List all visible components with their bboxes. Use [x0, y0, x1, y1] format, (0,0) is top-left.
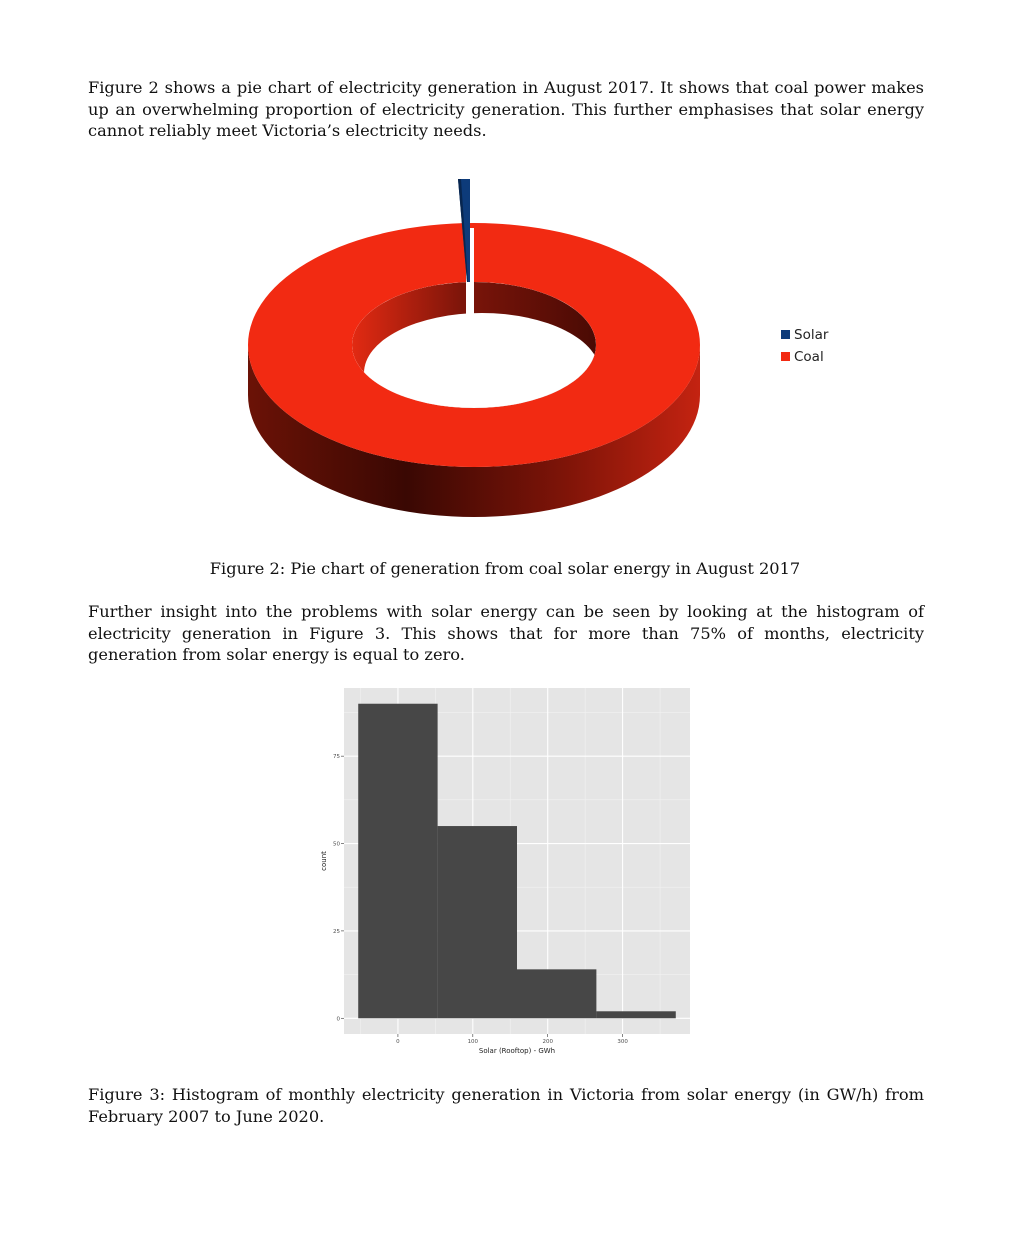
histogram-bar-1	[438, 826, 517, 1018]
legend-label-coal: Coal	[794, 349, 824, 365]
paragraph-figure3-intro: Further insight into the problems with solar energy can be seen by looking at the histogram of electricity generation in Figure 3. This shows that for more than 75% of months, electricity generation from solar energy is equal to zero.	[88, 602, 924, 664]
pie-legend	[781, 327, 829, 365]
figure2-donut-chart	[230, 170, 850, 530]
x-tick-label: 0	[396, 1039, 400, 1045]
legend-swatch-coal	[781, 352, 790, 361]
figure3-histogram	[310, 683, 700, 1063]
y-tick-label: 0	[336, 1016, 340, 1023]
legend-label-solar: Solar	[794, 327, 829, 343]
y-tick-label: 75	[333, 754, 340, 761]
y-tick-label: 50	[333, 841, 340, 848]
histogram-x-ticks	[396, 1034, 628, 1045]
paragraph-figure2-intro: Figure 2 shows a pie chart of electricity generation in August 2017. It shows that coal power makes up an overwhelming proportion of electricity generation. This further emphasises that solar energy cannot reliably meet Victoria’s electricity needs.	[88, 78, 924, 140]
histogram-bar-3	[596, 1011, 675, 1018]
histogram-x-axis-label: Solar (Rooftop) - GWh	[478, 1047, 556, 1055]
legend-swatch-solar	[781, 330, 790, 339]
histogram-y-ticks	[333, 754, 344, 1022]
figure3-caption: Figure 3: Histogram of monthly electricity generation in Victoria from solar energy (in GW/h) from February 2007 to June 2020.	[88, 1085, 924, 1126]
x-tick-label: 200	[542, 1039, 553, 1045]
histogram-bar-2	[517, 969, 596, 1018]
histogram-bar-0	[358, 704, 437, 1019]
x-tick-label: 100	[467, 1039, 479, 1045]
histogram-y-axis-label: count	[320, 851, 328, 871]
figure2-caption: Figure 2: Pie chart of generation from coal solar energy in August 2017	[209, 559, 801, 578]
y-tick-label: 25	[333, 928, 340, 935]
x-tick-label: 300	[617, 1039, 628, 1045]
